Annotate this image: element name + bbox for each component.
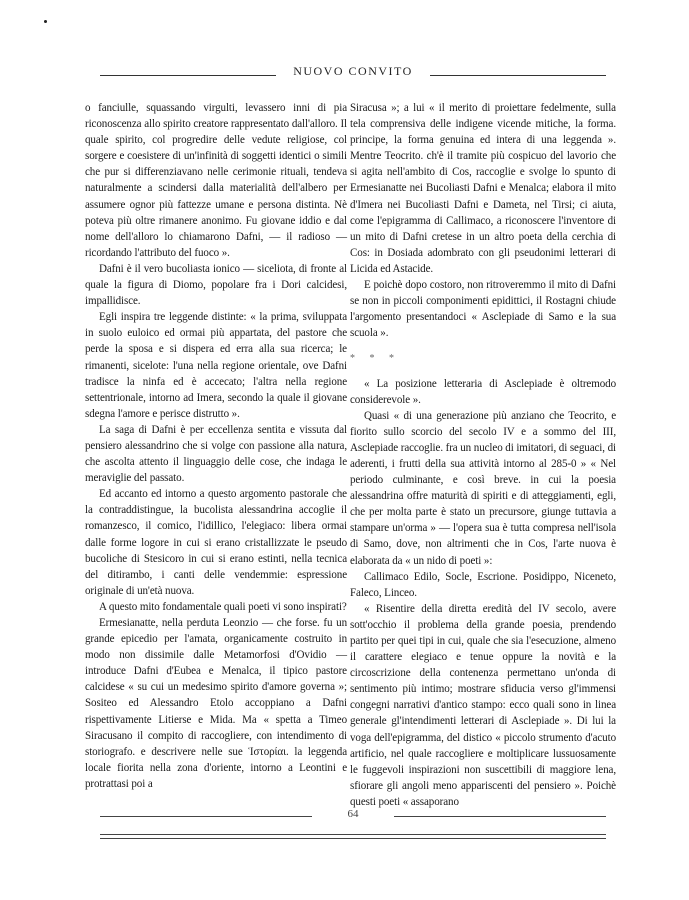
paragraph: « La posizione letteraria di Asclepiade è oltremodo considerevole ». [350,377,616,406]
page-number: 64 [347,808,359,820]
paragraph: Quasi « di una generazione più anziano che Teocrito, e fiorito sullo scorcio del secolo IV e a sommo del III, Asclepiade raccoglie. fra un nucleo di imitatori, di seguaci, di aderenti, i frutti della sua attività intorno al 285-0 » « Nel periodo culminante, e così breve. in cui la poesia alessandrina offre maturità di spiriti e di atteggiamenti, egli, che per molta parte è stato un precursore, giunge tuttavia a stampare un'orma » — l'opera sua è tutta compresa nell'isola di Samo, dove, non altrimenti che in Cos, l'arte nuova è elaborata da « un nido di poeti »: [350,409,616,567]
paragraph: A questo mito fondamentale quali poeti vi sono inspirati? [99,600,347,613]
paragraph: Ed accanto ed intorno a questo argomento pastorale che la contraddistingue, la bucolista alessandrina accoglie il romanzesco, il comico, l'idillico, l'elegiaco: libera ormai dalle forme logore in cui si erano cristallizzate le pseudo bucoliche di Stesicoro in cui si erano estinti, nella tecnica del ditirambo, i canti delle vendemmie: espressione originale di un'età nuova. [85,488,347,597]
footer-rule [100,834,606,835]
header-rule-right [430,75,606,76]
paragraph: Dafni è il vero bucoliasta ionico — siceliota, di fronte al quale la figura di Diomo, popolare fra i Dori calcidesi, impallidisce. [85,262,347,308]
right-column [350,100,616,810]
footer-rule-right [394,816,606,817]
journal-title: NUOVO CONVITO [293,64,413,78]
running-header [100,62,606,82]
paragraph: La saga di Dafni è per eccellenza sentita e vissuta dal pensiero alessandrino che si volge con passione alla natura, che ascolta attento il linguaggio delle cose, che indaga le meraviglie del passato. [85,423,347,485]
paragraph: Callimaco Edilo, Socle, Escrione. Posidippo, Niceneto, Faleco, Linceo. [350,570,616,599]
paragraph: Egli inspira tre leggende distinte: « la prima, sviluppata in suolo euloico ed ormai più appartata, del pastore che perde la sposa e si dispera ed erra alla sua ricerca; le rimanenti, sicelote: l'una nella regione orientale, ove Dafni tradisce la ninfa ed è accecato; l'altra nella regione settentrionale, intorno ad Imera, secondo la quale il giovane sdegna l'amore e perisce distrutto ». [85,311,347,420]
paragraph: E poichè dopo costoro, non ritroveremmo il mito di Dafni se non in piccoli componimenti epidittici, il Rostagni chiude l'argomento presentandoci « Asclepiade di Samo e la sua scuola ». [350,279,616,340]
paragraph: « Risentire della diretta eredità del IV secolo, avere sott'occhio il problema della grande poesia, prendendo partito per quei tipi in cui, quale che sia l'esecuzione, almeno il carattere elegiaco e tenue oppure la novità e la circoscrizione della contenenza permettano un'onda di sentimento più intimo; mostrare sfiducia verso gl'immensi congegni narrativi d'antico stampo: ecco quali sono in linea generale gl'intendimenti letterari di Asclepiade ». Di lui la voga dell'epigramma, del distico « piccolo strumento d'acuto artificio, nel quale raccogliere e moltiplicare lussuosamente le fuggevoli inspirazioni non suscettibili di maggiore lena, sfiorare gli angoli meno appariscenti del pensiero ». Poichè questi poeti « assaporano [350,602,616,808]
page-footer [100,808,606,848]
footer-rule [100,838,606,839]
paragraph: Ermesianatte, nella perduta Leonzio — che forse. fu un grande epicedio per l'amata, organicamente costruito in modo non dissimile dalle Metamorfosi d'Ovidio — introduce Dafni d'Eubea e Menalca, il tipico pastore calcidese « su cui un medesimo spirito d'amore governa »; Sositeo ed Alessandro Etolo accoppiano a Dafni rispettivamente Litierse e Mida. Ma « spetta a Timeo Siracusano il compito di raccogliere, con intendimento di storiografo. e descrivere nelle sue Ἱστορίαι. la leggenda locale fiorita nella zona d'oriente, intorno a Leontini e protrattasi poi a [85,617,347,790]
section-separator: * * * [350,353,400,365]
ink-speck [44,20,47,23]
left-column [85,100,347,792]
paragraph: Siracusa »; a lui « il merito di proiettare fedelmente, sulla tela comprensiva delle indigene vicende mitiche, la forma. principe, la forma genuina ed intera di una leggenda ». Mentre Teocrito. ch'è il tramite più cospicuo del lavorio che si agita nell'ambito di Cos, raccoglie e svolge lo spunto di Ermesianatte nei Bucoliasti Dafni e Menalca; elabora il mito d'Imera nei Bucoliasti Dafni e Dameta, nel Tirsi; ci aiuta, come l'epigramma di Callimaco, a riconoscere l'inventore di un mito di Dafni cretese in un altro poeta della cerchia di Cos: in Dosiada adombrato con gli pseudonimi letterari di Licida ed Astacide. [350,102,616,275]
paragraph: o fanciulle, squassando virgulti, levassero inni di pia riconoscenza allo spirito creatore rappresentato dall'alloro. Il quale spirito, col progredire delle vedute religiose, col sorgere e coesistere di un'infinità di soggetti identici o simili che pur si differenziavano nelle cerimonie rituali, tendeva naturalmente a scindersi dalla materialità dell'albero per assumere ognor più fattezze umane e persona distinta. Nè poteva più oltre rimanere anonimo. Fu giovane iddio e dal nome dell'alloro lo chiamarono Dafni, — il radioso — ricordando l'attributo del fuoco ». [85,102,347,259]
